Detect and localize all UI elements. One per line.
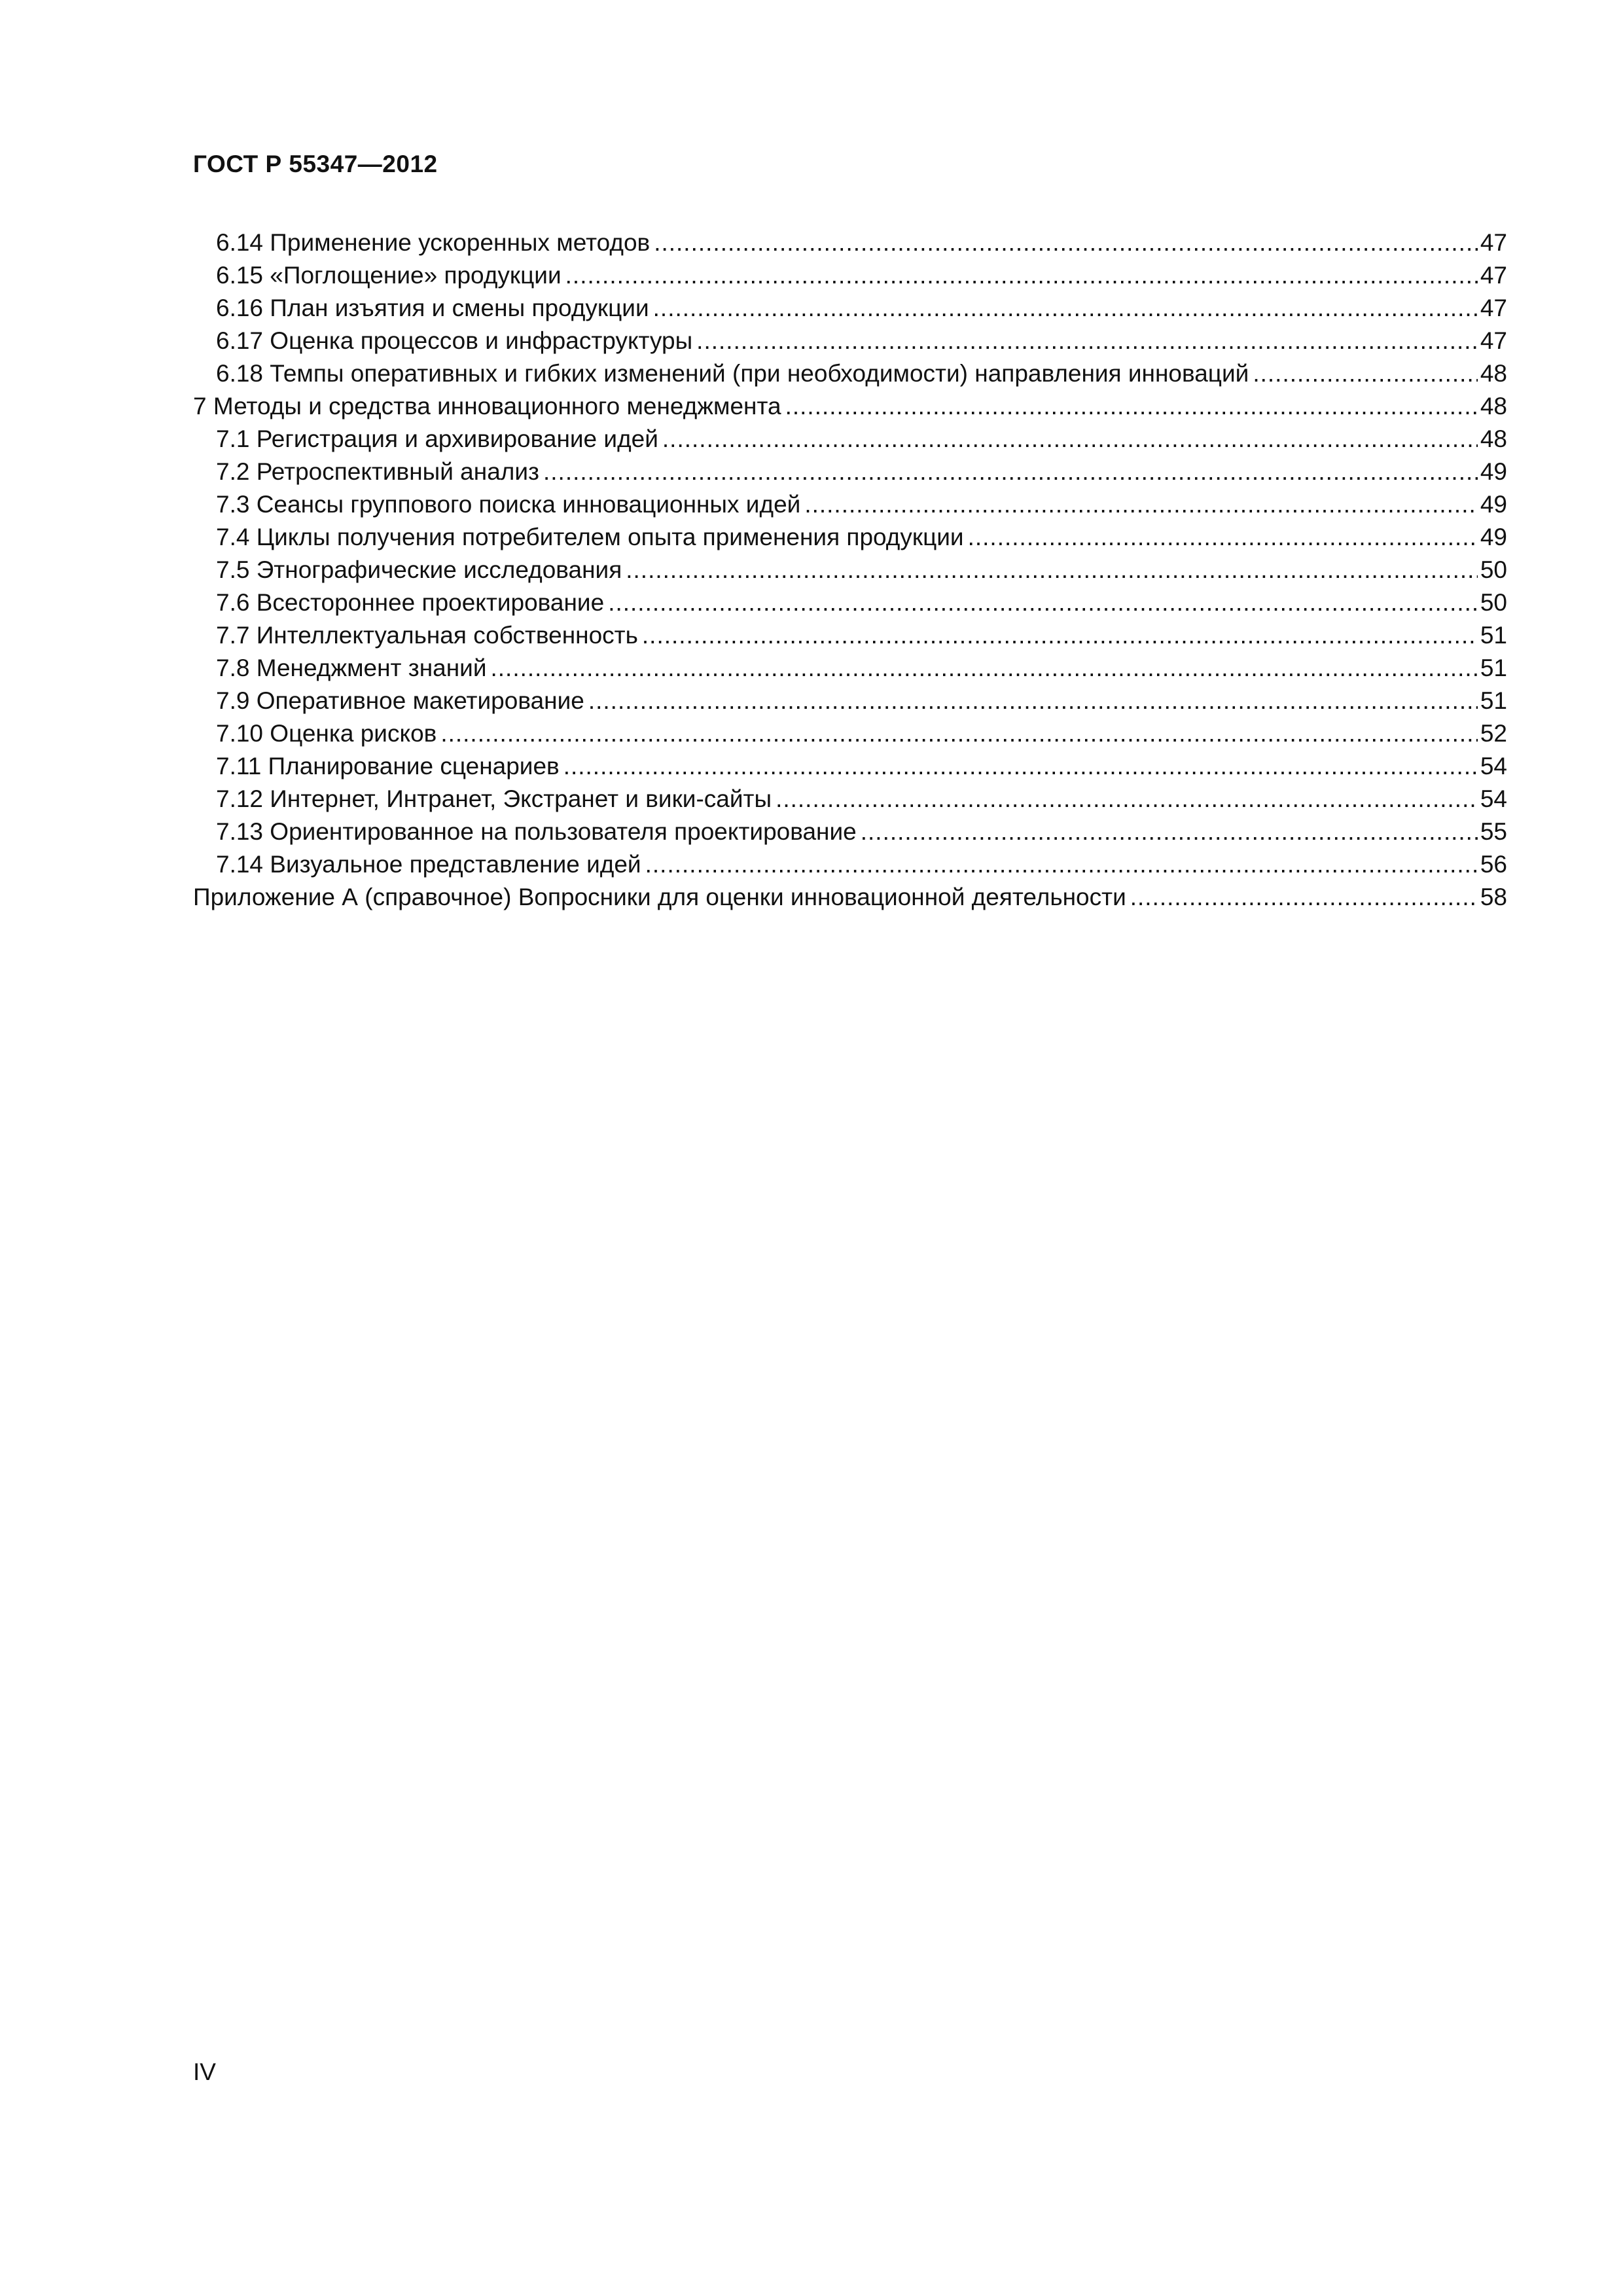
toc-entry — [193, 521, 1507, 554]
toc-entry-page: 48 — [1480, 393, 1507, 420]
toc-entry — [193, 357, 1507, 390]
toc-entry — [193, 619, 1507, 652]
toc-entry-page: 55 — [1480, 818, 1507, 845]
toc-entry — [193, 292, 1507, 325]
toc-entry — [193, 423, 1507, 456]
toc-entry-page: 47 — [1480, 327, 1507, 354]
toc-entry — [193, 554, 1507, 586]
document-code-header: ГОСТ Р 55347—2012 — [193, 151, 438, 177]
toc-dot-leader — [543, 456, 1478, 488]
toc-entry-page: 54 — [1480, 753, 1507, 780]
toc-entry-page: 52 — [1480, 720, 1507, 747]
toc-dot-leader — [1253, 357, 1478, 390]
toc-dot-leader — [563, 750, 1478, 783]
toc-entry-page: 49 — [1480, 524, 1507, 550]
toc-entry — [193, 259, 1507, 292]
toc-dot-leader — [1130, 881, 1478, 914]
toc-entry-page: 47 — [1480, 262, 1507, 289]
toc-entry-page: 49 — [1480, 458, 1507, 485]
toc-entry-page: 54 — [1480, 785, 1507, 812]
toc-entry — [193, 881, 1507, 914]
toc-entry-title: 7.12 Интернет, Интранет, Экстранет и вики-сайты — [216, 785, 772, 812]
toc-entry — [193, 456, 1507, 488]
toc-entry-title: 7.4 Циклы получения потребителем опыта применения продукции — [216, 524, 964, 550]
toc-entry-title: 6.18 Темпы оперативных и гибких изменений (при необходимости) направления инноваций — [216, 360, 1249, 387]
toc-dot-leader — [861, 816, 1478, 848]
toc-entry-page: 47 — [1480, 295, 1507, 321]
toc-entry-page: 51 — [1480, 687, 1507, 714]
toc-dot-leader — [968, 521, 1478, 554]
toc-entry — [193, 717, 1507, 750]
toc-entry — [193, 848, 1507, 881]
toc-dot-leader — [653, 292, 1478, 325]
toc-dot-leader — [654, 226, 1478, 259]
toc-entry-page: 58 — [1480, 884, 1507, 910]
toc-entry-title: 7.5 Этнографические исследования — [216, 556, 622, 583]
toc-entry — [193, 488, 1507, 521]
toc-entry-page: 50 — [1480, 589, 1507, 616]
toc-entry — [193, 226, 1507, 259]
toc-entry — [193, 750, 1507, 783]
toc-entry-title: 6.16 План изъятия и смены продукции — [216, 295, 649, 321]
toc-dot-leader — [626, 554, 1478, 586]
toc-entry-title: 7.3 Сеансы группового поиска инновационных идей — [216, 491, 801, 518]
toc-entry-page: 51 — [1480, 622, 1507, 649]
toc-dot-leader — [588, 685, 1478, 717]
toc-dot-leader — [608, 586, 1478, 619]
toc-entry — [193, 652, 1507, 685]
toc-entry — [193, 685, 1507, 717]
toc-entry-page: 47 — [1480, 229, 1507, 256]
toc-entry — [193, 586, 1507, 619]
toc-dot-leader — [491, 652, 1478, 685]
toc-dot-leader — [776, 783, 1478, 816]
toc-entry — [193, 325, 1507, 357]
toc-entry-title: 7.2 Ретроспективный анализ — [216, 458, 539, 485]
toc-entry-title: 7.14 Визуальное представление идей — [216, 851, 641, 878]
toc-entry-page: 51 — [1480, 655, 1507, 681]
toc-entry-title: 7.10 Оценка рисков — [216, 720, 437, 747]
toc-entry-title: 7.9 Оперативное макетирование — [216, 687, 584, 714]
toc-entry-title: 7.7 Интеллектуальная собственность — [216, 622, 638, 649]
toc-dot-leader — [440, 717, 1478, 750]
toc-dot-leader — [645, 848, 1478, 881]
toc-entry-title: 7.6 Всестороннее проектирование — [216, 589, 605, 616]
toc-dot-leader — [565, 259, 1478, 292]
toc-entry — [193, 390, 1507, 423]
toc-dot-leader — [804, 488, 1478, 521]
toc-entry — [193, 783, 1507, 816]
toc-entry-page: 56 — [1480, 851, 1507, 878]
toc-entry-title: 7.11 Планирование сценариев — [216, 753, 560, 780]
toc-entry-page: 48 — [1480, 425, 1507, 452]
toc-entry-page: 48 — [1480, 360, 1507, 387]
table-of-contents — [193, 226, 1507, 914]
toc-entry-title: 7.8 Менеджмент знаний — [216, 655, 487, 681]
page-number: IV — [193, 2058, 216, 2085]
toc-entry — [193, 816, 1507, 848]
toc-entry-title: 7.1 Регистрация и архивирование идей — [216, 425, 658, 452]
toc-entry-title: 6.15 «Поглощение» продукции — [216, 262, 562, 289]
toc-dot-leader — [696, 325, 1478, 357]
toc-entry-title: 6.17 Оценка процессов и инфраструктуры — [216, 327, 693, 354]
toc-entry-title: 6.14 Применение ускоренных методов — [216, 229, 651, 256]
toc-entry-page: 49 — [1480, 491, 1507, 518]
toc-entry-title: Приложение А (справочное) Вопросники для оценки инновационной деятельности — [193, 884, 1126, 910]
toc-dot-leader — [785, 390, 1478, 423]
toc-entry-title: 7.13 Ориентированное на пользователя проектирование — [216, 818, 857, 845]
toc-entry-title: 7 Методы и средства инновационного менеджмента — [193, 393, 781, 420]
toc-dot-leader — [662, 423, 1478, 456]
toc-entry-page: 50 — [1480, 556, 1507, 583]
toc-dot-leader — [642, 619, 1478, 652]
